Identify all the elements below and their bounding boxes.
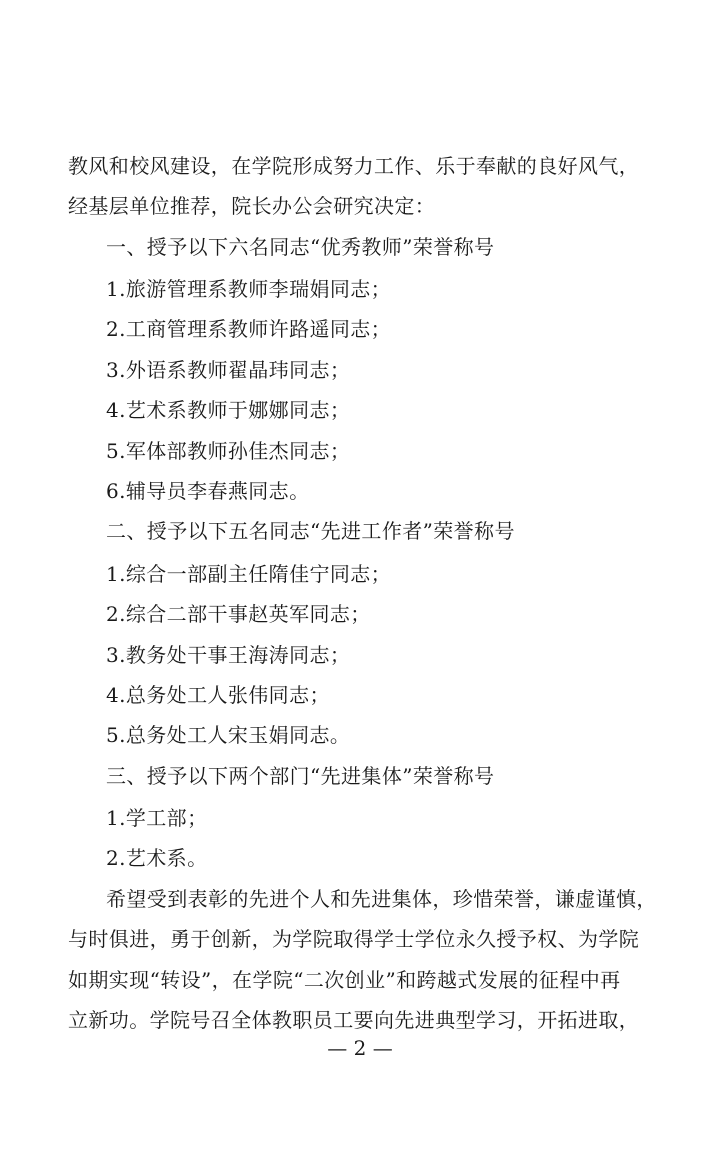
section-heading-3: 三、授予以下两个部门“先进集体”荣誉称号: [106, 764, 495, 788]
closing-paragraph-line-2: 与时俱进，勇于创新，为学院取得学士学位永久授予权、为学院: [68, 927, 640, 951]
list-item: 2.工商管理系教师许路遥同志；: [106, 317, 392, 341]
body-line-1: 教风和校风建设，在学院形成努力工作、乐于奉献的良好风气，: [68, 154, 640, 178]
closing-paragraph-line-4: 立新功。学院号召全体教职员工要向先进典型学习，开拓进取，: [68, 1008, 640, 1032]
list-item: 1.学工部；: [106, 806, 208, 830]
list-item: 2.艺术系。: [106, 846, 208, 870]
list-item: 5.总务处工人宋玉娟同志。: [106, 723, 351, 747]
closing-paragraph-line-1: 希望受到表彰的先进个人和先进集体，珍惜荣誉，谦虚谨慎，: [106, 887, 657, 911]
list-item: 3.教务处干事王海涛同志；: [106, 643, 351, 667]
list-item: 3.外语系教师翟晶玮同志；: [106, 358, 351, 382]
section-heading-2: 二、授予以下五名同志“先进工作者”荣誉称号: [106, 519, 515, 543]
body-line-2: 经基层单位推荐，院长办公会研究决定：: [68, 194, 436, 218]
page-number: — 2 —: [327, 1036, 393, 1060]
closing-paragraph-line-3: 如期实现“转设”，在学院“二次创业”和跨越式发展的征程中再: [68, 968, 621, 992]
list-item: 6.辅导员李春燕同志。: [106, 479, 310, 503]
list-item: 4.艺术系教师于娜娜同志；: [106, 398, 351, 422]
list-item: 5.军体部教师孙佳杰同志；: [106, 439, 351, 463]
section-heading-1: 一、授予以下六名同志“优秀教师”荣誉称号: [106, 235, 495, 259]
list-item: 1.旅游管理系教师李瑞娟同志；: [106, 277, 392, 301]
list-item: 4.总务处工人张伟同志；: [106, 683, 330, 707]
list-item: 2.综合二部干事赵英军同志；: [106, 602, 371, 626]
list-item: 1.综合一部副主任隋佳宁同志；: [106, 562, 392, 586]
